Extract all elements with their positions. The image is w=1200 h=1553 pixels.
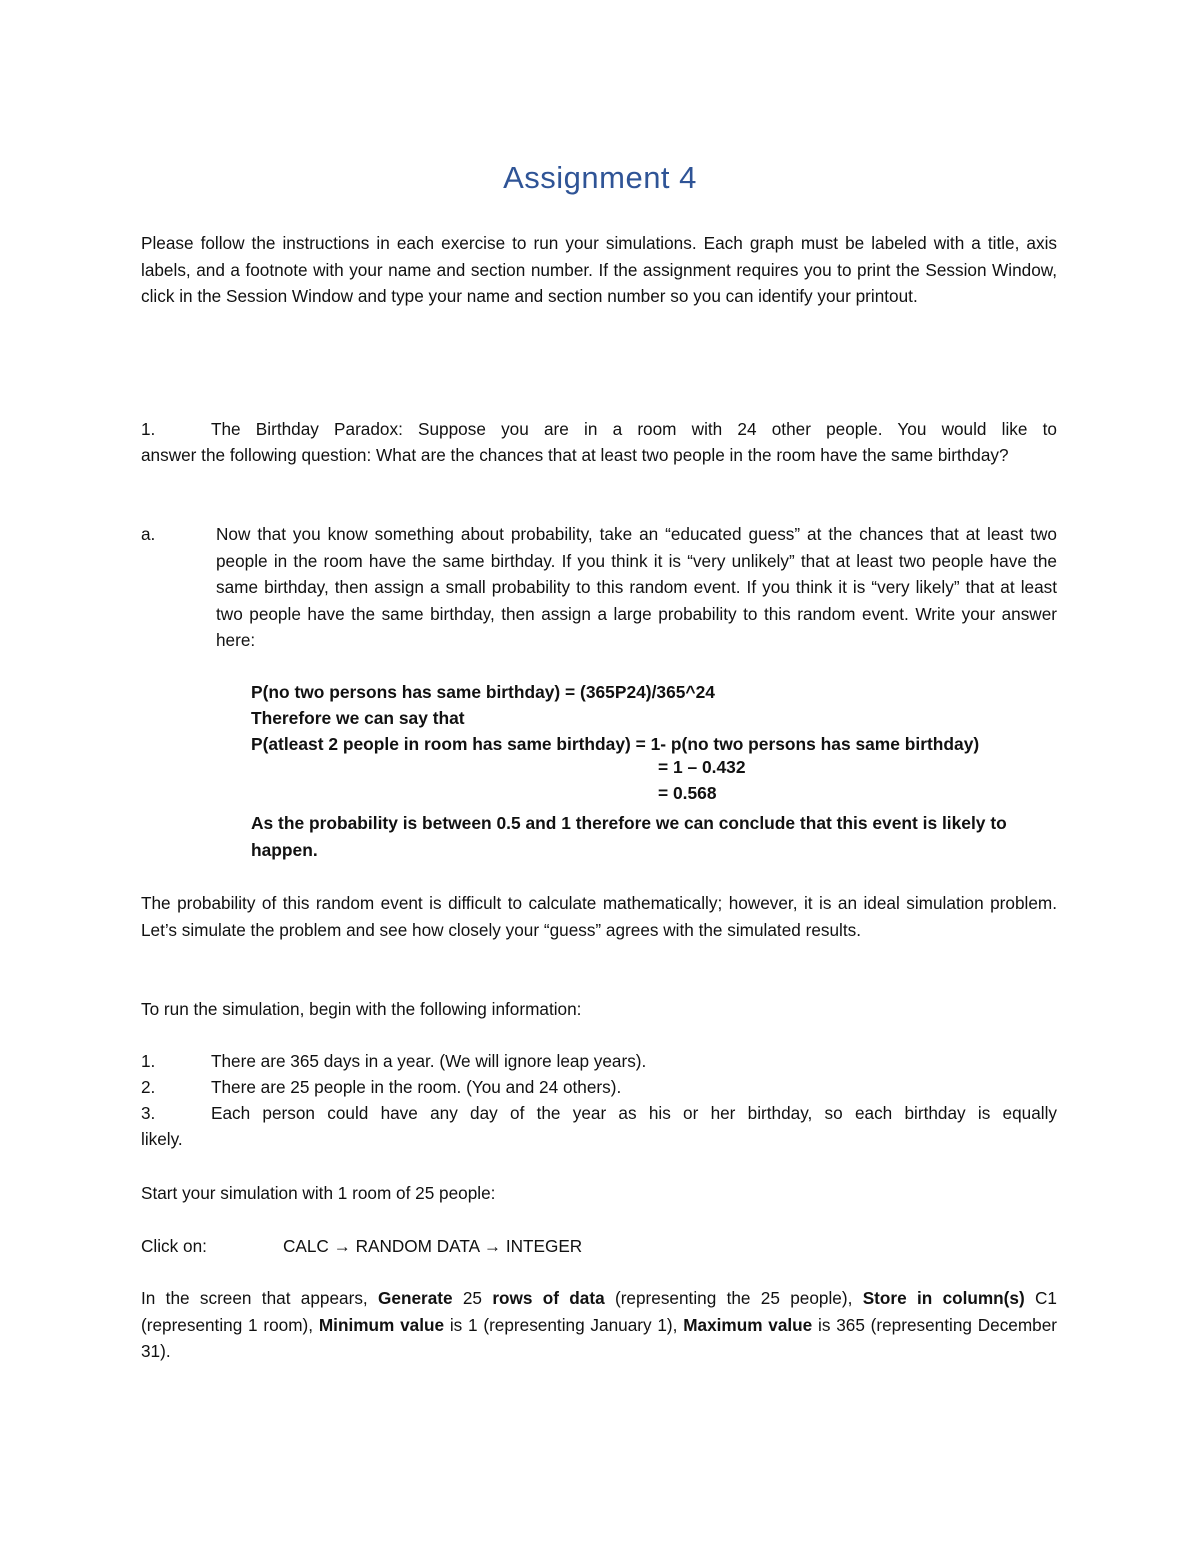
fact-text: There are 25 people in the room. (You and 24 others). bbox=[211, 1077, 622, 1097]
fact-text: There are 365 days in a year. (We will ignore leap years). bbox=[211, 1051, 647, 1071]
question-a-text: Now that you know something about probability, take an “educated guess” at the chances that at least two people in the room have the same birthday. If you think it is “very unlikely” that at least two people have the same birthday, then assign a small probability to this random event. If you think it is “very likely” that at least two people have the same birthday, then assign a large probability to this random event. Write your answer here: bbox=[216, 524, 1057, 650]
page-title: Assignment 4 bbox=[503, 160, 697, 195]
fact-text-first: Each person could have any day of the year as his or her birthday, so each birthday is equally bbox=[211, 1103, 1057, 1123]
question-1-text-rest: answer the following question: What are the chances that at least two people in the room have the same birthday? bbox=[141, 445, 1009, 465]
answer-conclusion: As the probability is between 0.5 and 1 therefore we can conclude that this event is likely to happen. bbox=[251, 813, 1007, 860]
generate-term: Generate bbox=[378, 1288, 453, 1308]
screen-text: (representing the 25 people), bbox=[604, 1288, 863, 1308]
minimum-value-term: Minimum value bbox=[318, 1314, 445, 1335]
maximum-value-term: Maximum value bbox=[683, 1314, 813, 1335]
store-in-columns-term: Store in column(s) bbox=[862, 1288, 1025, 1308]
fact-number: 2. bbox=[141, 1077, 156, 1097]
fact-number: 1. bbox=[141, 1051, 156, 1071]
question-1-text-first: The Birthday Paradox: Suppose you are in a room with 24 other people. You would like to bbox=[211, 419, 1057, 439]
question-1-number: 1. bbox=[141, 419, 156, 439]
screen-text: C1 (representing 1 room), bbox=[141, 1288, 1057, 1335]
fact-number: 3. bbox=[141, 1103, 156, 1123]
answer-line-4: = 1 – 0.432 bbox=[658, 757, 746, 777]
answer-line-1: P(no two persons has same birthday) = (365P24)/365^24 bbox=[251, 682, 715, 702]
click-label: Click on: bbox=[141, 1236, 207, 1256]
screen-text: is 365 (representing December 31). bbox=[141, 1314, 1058, 1361]
start-line: Start your simulation with 1 room of 25 people: bbox=[141, 1183, 496, 1203]
screen-text: In the screen that appears, bbox=[141, 1288, 379, 1308]
question-a-letter: a. bbox=[141, 524, 156, 544]
answer-line-3: P(atleast 2 people in room has same birthday) = 1- p(no two persons has same birthday) bbox=[251, 734, 980, 754]
screen-instructions-paragraph bbox=[141, 1285, 1057, 1365]
rows-of-data-term: rows of data bbox=[492, 1288, 605, 1308]
screen-text: 25 bbox=[452, 1288, 493, 1308]
answer-line-5: = 0.568 bbox=[658, 783, 717, 803]
run-intro-line: To run the simulation, begin with the following information: bbox=[141, 999, 582, 1019]
screen-text: is 1 (representing January 1), bbox=[444, 1314, 684, 1335]
fact-3-text-rest: likely. bbox=[141, 1129, 183, 1149]
menu-path: CALC → RANDOM DATA → INTEGER bbox=[283, 1236, 583, 1256]
answer-line-2: Therefore we can say that bbox=[251, 708, 465, 728]
intro-paragraph: Please follow the instructions in each exercise to run your simulations. Each graph must be labeled with a title, axis labels, and a footnote with your name and section number. If the assignment requires you to print the Session Window, click in the Session Window and type your name and section number so you can identify your printout. bbox=[141, 233, 1057, 306]
simulation-intro-paragraph: The probability of this random event is difficult to calculate mathematically; however, it is an ideal simulation problem. Let’s simulate the problem and see how closely your “guess” agrees with the simulated results. bbox=[141, 893, 1057, 940]
